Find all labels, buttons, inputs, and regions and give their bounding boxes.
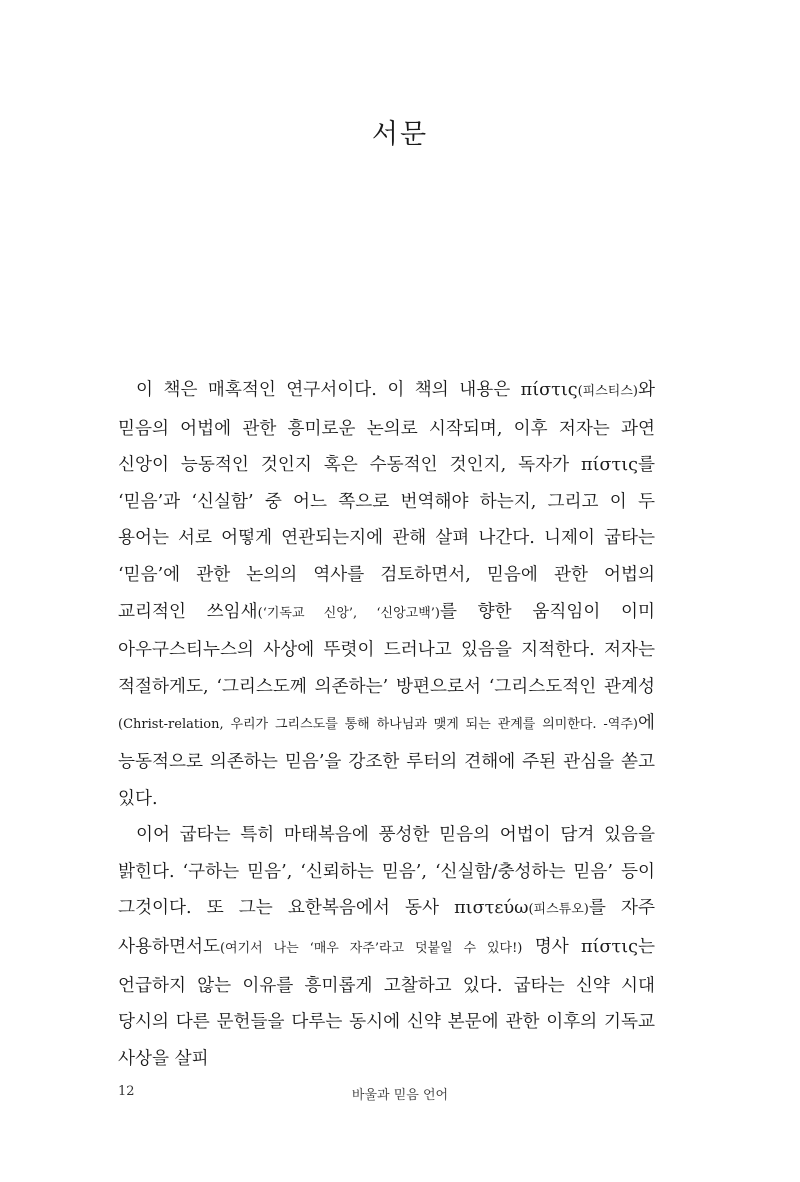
paragraph-1 xyxy=(118,372,655,817)
text-run: 와 믿음의 어법에 관한 흥미로운 논의로 시작되며, 이후 저자는 과연 신앙이 능동적인 것인지 혹은 수동적인 것인지, 독자가 πίστις를 ‘믿음’과 ‘신실함’ 중 어느 쪽으로 번역해야 하는지, 그리고 이 두 용어는 서로 어떻게 연관되는지에 관해 살펴 나간다. 니제이 굽타는 ‘믿음’에 관한 논의의 역사를 검토하면서, 믿음에 관한 어법의 교리적인 쓰임새 xyxy=(118,380,655,622)
annotation: (피스티스) xyxy=(577,384,638,399)
page-title: 서문 xyxy=(371,119,429,150)
translator-note: (Christ-relation, 우리가 그리스도를 통해 하나님과 맺게 되는 관계를 의미한다. -역주) xyxy=(118,717,638,733)
paragraph-2 xyxy=(118,817,655,1077)
text-run: 명사 πίστις는 언급하지 않는 이유를 흥미롭게 고찰하고 있다. 굽타는 신약 시대 당시의 다른 문헌들을 다루는 동시에 신약 본문에 관한 이후의 기독교 사상을 살피 xyxy=(118,936,655,1069)
text-run: 이어 굽타는 특히 마태복음에 풍성한 믿음의 어법이 담겨 있음을 밝힌다. ‘구하는 믿음’, ‘신뢰하는 믿음’, ‘신실함/충성하는 믿음’ 등이 그것이다. 또 그는 요한복음에서 동사 πιστεύω xyxy=(118,825,655,919)
text-run: 를 향한 움직임이 이미 아우구스티누스의 사상에 뚜렷이 드러나고 있음을 지적한다. 저자는 적절하게도, ‘그리스도께 의존하는’ 방편으로서 ‘그리스도적인 관계성 xyxy=(118,601,656,697)
text-run: 를 자주 사용하면서도 xyxy=(118,898,655,957)
text-run: 이 책은 매혹적인 연구서이다. 이 책의 내용은 πίστις xyxy=(136,380,578,400)
running-title: 바울과 믿음 언어 xyxy=(351,1088,449,1103)
annotation: (피스튜오) xyxy=(528,902,589,918)
annotation: (‘기독교 신앙’, ‘신앙고백’) xyxy=(257,605,440,621)
page-number: 12 xyxy=(118,1084,135,1099)
annotation: (여기서 나는 ‘매우 자주’라고 덧붙일 수 있다!) xyxy=(219,940,523,956)
text-run: 에 능동적으로 의존하는 믿음’을 강조한 루터의 견해에 주된 관심을 쏟고 있다. xyxy=(118,713,655,809)
body-text xyxy=(118,372,655,1077)
